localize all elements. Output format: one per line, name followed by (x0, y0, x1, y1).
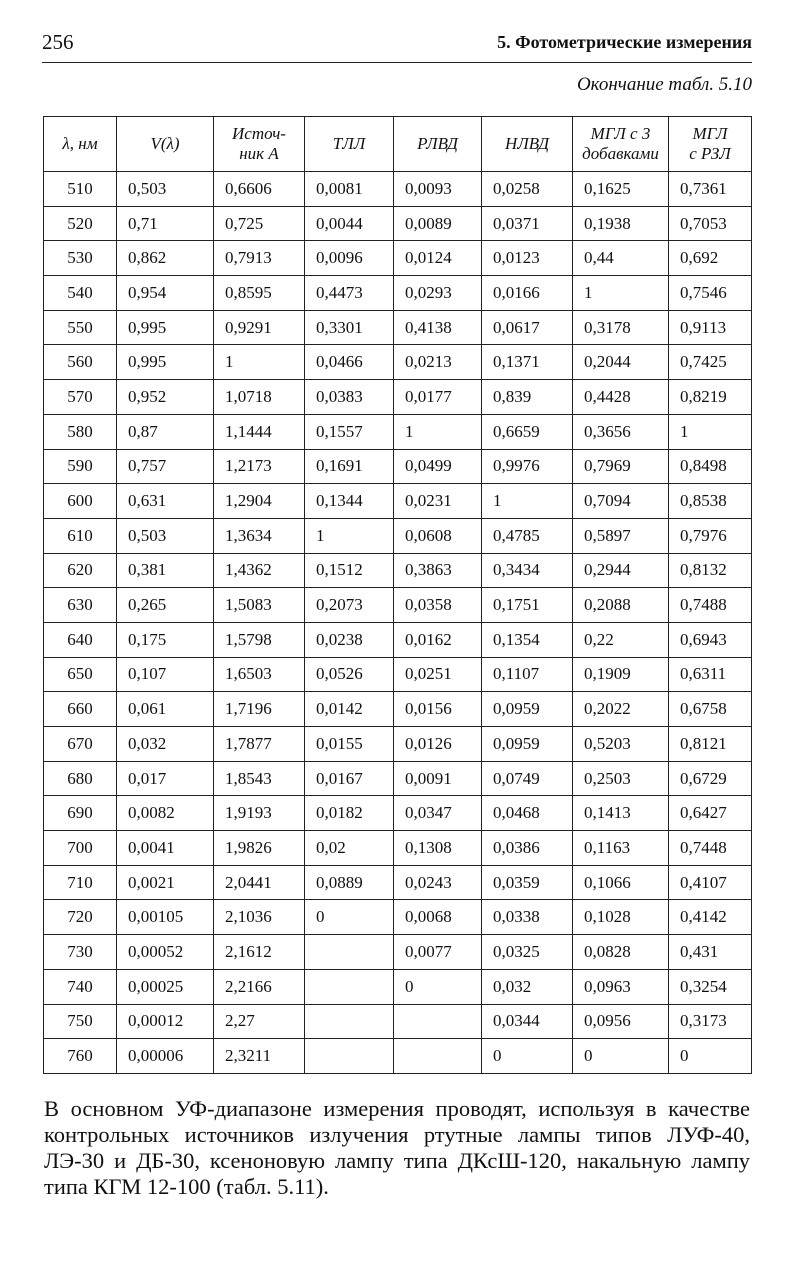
table-cell: 0,0167 (305, 761, 394, 796)
column-header: ТЛЛ (305, 117, 394, 172)
table-cell: 620 (44, 553, 117, 588)
table-cell: 0,6943 (669, 622, 752, 657)
table-cell: 0,0142 (305, 692, 394, 727)
table-cell: 0,0231 (394, 484, 482, 519)
table-cell: 0,0617 (482, 310, 573, 345)
table-cell: 570 (44, 380, 117, 415)
table-cell: 2,27 (214, 1004, 305, 1039)
table-cell: 0,2503 (573, 761, 669, 796)
table-cell: 0,44 (573, 241, 669, 276)
table-cell: 0,503 (117, 172, 214, 207)
table-cell: 1,2173 (214, 449, 305, 484)
table-cell: 0,00006 (117, 1039, 214, 1074)
table-cell: 0,3301 (305, 310, 394, 345)
table-cell: 0,0956 (573, 1004, 669, 1039)
table-cell: 0,5203 (573, 727, 669, 762)
table-cell: 610 (44, 518, 117, 553)
table-cell: 1 (214, 345, 305, 380)
table-cell: 0,0608 (394, 518, 482, 553)
table-row (44, 692, 752, 727)
table-cell: 1,9826 (214, 831, 305, 866)
table-cell (305, 1039, 394, 1074)
table-cell: 0,2044 (573, 345, 669, 380)
table-row (44, 657, 752, 692)
table-cell: 0,4473 (305, 276, 394, 311)
table-cell: 0,0959 (482, 692, 573, 727)
table-cell: 0,0344 (482, 1004, 573, 1039)
table-cell: 0,431 (669, 935, 752, 970)
table-cell: 0,1909 (573, 657, 669, 692)
table-cell: 0,0077 (394, 935, 482, 970)
table-cell: 0,7094 (573, 484, 669, 519)
running-header: 5. Фотометрические измерения (497, 32, 752, 52)
table-cell: 0,71 (117, 206, 214, 241)
table-cell: 0,0959 (482, 727, 573, 762)
table-cell: 1 (305, 518, 394, 553)
table-cell: 0,952 (117, 380, 214, 415)
table-cell: 0,503 (117, 518, 214, 553)
table-cell: 0,107 (117, 657, 214, 692)
table-cell: 0,4428 (573, 380, 669, 415)
table-cell: 0,1371 (482, 345, 573, 380)
table-cell: 0,0251 (394, 657, 482, 692)
table-cell: 730 (44, 935, 117, 970)
table-cell: 0,7448 (669, 831, 752, 866)
table-cell: 0 (394, 969, 482, 1004)
table-cell: 630 (44, 588, 117, 623)
table-cell: 1 (573, 276, 669, 311)
table-row (44, 484, 752, 519)
table-cell: 0,0182 (305, 796, 394, 831)
table-cell: 0,0124 (394, 241, 482, 276)
table-cell: 530 (44, 241, 117, 276)
table-cell (305, 935, 394, 970)
table-cell (394, 1039, 482, 1074)
table-row (44, 588, 752, 623)
table-cell: 0,0325 (482, 935, 573, 970)
table-caption: Окончание табл. 5.10 (576, 74, 752, 95)
table-cell: 0,2022 (573, 692, 669, 727)
table-cell: 0,0526 (305, 657, 394, 692)
table-cell: 0,9976 (482, 449, 573, 484)
table-cell: 0,1557 (305, 414, 394, 449)
table-row (44, 1039, 752, 1074)
table-cell: 1,9193 (214, 796, 305, 831)
table-cell: 0,4138 (394, 310, 482, 345)
table-cell: 1 (669, 414, 752, 449)
table-cell: 0,1308 (394, 831, 482, 866)
table-cell: 0,9113 (669, 310, 752, 345)
table-cell: 540 (44, 276, 117, 311)
table-cell: 0,7488 (669, 588, 752, 623)
table-cell: 0,87 (117, 414, 214, 449)
table-cell: 0,02 (305, 831, 394, 866)
table-row (44, 969, 752, 1004)
table-row (44, 761, 752, 796)
table-cell: 1,7196 (214, 692, 305, 727)
table-cell: 0,862 (117, 241, 214, 276)
table-cell: 660 (44, 692, 117, 727)
table-cell: 0,0293 (394, 276, 482, 311)
table-cell: 2,0441 (214, 865, 305, 900)
table-cell: 560 (44, 345, 117, 380)
table-cell: 0,0499 (394, 449, 482, 484)
table-cell: 0,954 (117, 276, 214, 311)
table-row (44, 727, 752, 762)
header-rule (42, 62, 752, 63)
table-row (44, 276, 752, 311)
table-cell: 0,1413 (573, 796, 669, 831)
table-row (44, 622, 752, 657)
table-cell: 0,0162 (394, 622, 482, 657)
table-cell: 600 (44, 484, 117, 519)
table-cell (305, 1004, 394, 1039)
column-header: V(λ) (117, 117, 214, 172)
column-header: МГЛ с РЗЛ (669, 117, 752, 172)
table-row (44, 935, 752, 970)
table-row (44, 310, 752, 345)
table-cell: 700 (44, 831, 117, 866)
column-header: λ, нм (44, 117, 117, 172)
table-cell: 510 (44, 172, 117, 207)
table-cell: 2,1036 (214, 900, 305, 935)
table-cell: 0,0243 (394, 865, 482, 900)
table-cell: 0,6758 (669, 692, 752, 727)
table-cell: 0,6427 (669, 796, 752, 831)
table-cell: 0,1107 (482, 657, 573, 692)
table-cell: 0,0213 (394, 345, 482, 380)
table-cell: 0,0081 (305, 172, 394, 207)
table-cell: 0,8219 (669, 380, 752, 415)
table-cell: 0,7546 (669, 276, 752, 311)
table-cell: 0,381 (117, 553, 214, 588)
table-cell: 740 (44, 969, 117, 1004)
table-cell: 0,0044 (305, 206, 394, 241)
table-cell: 1,5798 (214, 622, 305, 657)
table-cell: 0,6729 (669, 761, 752, 796)
table-cell: 0,8121 (669, 727, 752, 762)
table-cell: 0 (305, 900, 394, 935)
table-row (44, 241, 752, 276)
table-cell: 0,1354 (482, 622, 573, 657)
table-cell: 0,3254 (669, 969, 752, 1004)
table-cell: 0,692 (669, 241, 752, 276)
table-cell: 0,1028 (573, 900, 669, 935)
table-cell: 0,00012 (117, 1004, 214, 1039)
table-cell (394, 1004, 482, 1039)
table-cell: 0,6606 (214, 172, 305, 207)
table-row (44, 345, 752, 380)
table-cell: 0,7361 (669, 172, 752, 207)
table-cell: 0,0749 (482, 761, 573, 796)
table-cell: 0,1751 (482, 588, 573, 623)
table-cell: 0,3178 (573, 310, 669, 345)
column-header: Источ- ник А (214, 117, 305, 172)
table-cell: 0,4785 (482, 518, 573, 553)
table-cell: 640 (44, 622, 117, 657)
table-cell: 0,0889 (305, 865, 394, 900)
column-header: МГЛ с 3 добавками (573, 117, 669, 172)
table-cell: 1,7877 (214, 727, 305, 762)
table-cell: 1,4362 (214, 553, 305, 588)
table-row (44, 1004, 752, 1039)
table-cell: 580 (44, 414, 117, 449)
table-row (44, 206, 752, 241)
table-cell: 0,7053 (669, 206, 752, 241)
table-cell: 0,5897 (573, 518, 669, 553)
page-number: 256 (42, 30, 74, 54)
table-cell: 0,0177 (394, 380, 482, 415)
table-cell: 0,2944 (573, 553, 669, 588)
table-cell: 0,3863 (394, 553, 482, 588)
table-cell: 0,1625 (573, 172, 669, 207)
table-cell: 760 (44, 1039, 117, 1074)
table-cell: 0,9291 (214, 310, 305, 345)
table-cell: 0,0338 (482, 900, 573, 935)
table-cell: 0,0358 (394, 588, 482, 623)
table-row (44, 172, 752, 207)
table-cell: 0,0258 (482, 172, 573, 207)
table-cell: 650 (44, 657, 117, 692)
table-cell: 0 (482, 1039, 573, 1074)
table-cell: 0,0166 (482, 276, 573, 311)
table-cell: 0,3173 (669, 1004, 752, 1039)
table-cell: 0,995 (117, 345, 214, 380)
table-cell: 0,0359 (482, 865, 573, 900)
table-cell: 0,631 (117, 484, 214, 519)
table-cell: 670 (44, 727, 117, 762)
table-cell: 1,3634 (214, 518, 305, 553)
table-row (44, 553, 752, 588)
table-cell: 2,3211 (214, 1039, 305, 1074)
table-cell: 0,0068 (394, 900, 482, 935)
table-cell: 0,0093 (394, 172, 482, 207)
spectral-data-table (43, 116, 752, 1074)
table-cell: 0,0155 (305, 727, 394, 762)
table-cell: 1,1444 (214, 414, 305, 449)
table-cell: 0,7913 (214, 241, 305, 276)
table-cell: 0,0386 (482, 831, 573, 866)
table-cell: 0,1163 (573, 831, 669, 866)
table-row (44, 865, 752, 900)
table-cell: 0,00052 (117, 935, 214, 970)
table-row (44, 380, 752, 415)
table-cell: 0,0082 (117, 796, 214, 831)
table-cell: 0,4142 (669, 900, 752, 935)
table-cell: 590 (44, 449, 117, 484)
table-cell: 0,6311 (669, 657, 752, 692)
table-cell: 0,0468 (482, 796, 573, 831)
table-cell: 0,995 (117, 310, 214, 345)
table-row (44, 900, 752, 935)
table-row (44, 518, 752, 553)
table-cell: 0,839 (482, 380, 573, 415)
table-cell: 0 (669, 1039, 752, 1074)
table-cell: 0,8132 (669, 553, 752, 588)
table-cell: 1,6503 (214, 657, 305, 692)
table-cell: 680 (44, 761, 117, 796)
table-cell: 0,032 (482, 969, 573, 1004)
table-cell: 1,0718 (214, 380, 305, 415)
table-cell: 0,00025 (117, 969, 214, 1004)
table-cell: 0,0347 (394, 796, 482, 831)
table-cell (305, 969, 394, 1004)
table-cell: 690 (44, 796, 117, 831)
table-cell: 0,0126 (394, 727, 482, 762)
table-cell: 0,0091 (394, 761, 482, 796)
table-cell: 0,032 (117, 727, 214, 762)
table-cell: 0,2073 (305, 588, 394, 623)
table-cell: 1,8543 (214, 761, 305, 796)
table-cell: 0,0238 (305, 622, 394, 657)
table-row (44, 449, 752, 484)
table-cell: 0,00105 (117, 900, 214, 935)
table-cell: 1 (394, 414, 482, 449)
table-cell: 1 (482, 484, 573, 519)
table-cell: 0,0371 (482, 206, 573, 241)
table-cell: 0,8538 (669, 484, 752, 519)
table-cell: 1,5083 (214, 588, 305, 623)
table-header-row (44, 117, 752, 172)
table-cell: 0 (573, 1039, 669, 1074)
table-cell: 0,2088 (573, 588, 669, 623)
table-cell: 0,3434 (482, 553, 573, 588)
column-header: НЛВД (482, 117, 573, 172)
table-cell: 0,1691 (305, 449, 394, 484)
table-cell: 1,2904 (214, 484, 305, 519)
table-cell: 0,1066 (573, 865, 669, 900)
table-cell: 0,0089 (394, 206, 482, 241)
table-cell: 2,1612 (214, 935, 305, 970)
table-cell: 0,0466 (305, 345, 394, 380)
table-cell: 0,0963 (573, 969, 669, 1004)
table-cell: 0,725 (214, 206, 305, 241)
table-cell: 0,8498 (669, 449, 752, 484)
table-cell: 0,265 (117, 588, 214, 623)
table-cell: 0,8595 (214, 276, 305, 311)
table-row (44, 414, 752, 449)
table-cell: 0,1938 (573, 206, 669, 241)
table-cell: 0,7976 (669, 518, 752, 553)
table-cell: 520 (44, 206, 117, 241)
table-cell: 0,3656 (573, 414, 669, 449)
table-cell: 0,6659 (482, 414, 573, 449)
table-cell: 0,175 (117, 622, 214, 657)
table-cell: 0,0828 (573, 935, 669, 970)
table-cell: 0,061 (117, 692, 214, 727)
table-cell: 0,1344 (305, 484, 394, 519)
table-cell: 0,7425 (669, 345, 752, 380)
table-cell: 0,017 (117, 761, 214, 796)
table-row (44, 796, 752, 831)
table-cell: 0,0383 (305, 380, 394, 415)
table-row (44, 831, 752, 866)
table-cell: 0,0123 (482, 241, 573, 276)
table-cell: 750 (44, 1004, 117, 1039)
table-cell: 550 (44, 310, 117, 345)
table-cell: 0,0096 (305, 241, 394, 276)
body-paragraph: В основном УФ-диапазоне измерения проводят, используя в качестве контрольных источников излучения ртутные лампы типов ЛУФ-40, ЛЭ-30 и ДБ-30, ксеноновую лампу типа ДКсШ-120, накальную лампу типа КГМ 12-100 (табл. 5.11). (44, 1096, 750, 1199)
table-cell: 2,2166 (214, 969, 305, 1004)
table-cell: 0,22 (573, 622, 669, 657)
table-cell: 0,1512 (305, 553, 394, 588)
table-cell: 710 (44, 865, 117, 900)
table-cell: 0,7969 (573, 449, 669, 484)
table-cell: 720 (44, 900, 117, 935)
table-cell: 0,4107 (669, 865, 752, 900)
table-cell: 0,0156 (394, 692, 482, 727)
column-header: РЛВД (394, 117, 482, 172)
table-cell: 0,757 (117, 449, 214, 484)
table-cell: 0,0041 (117, 831, 214, 866)
table-cell: 0,0021 (117, 865, 214, 900)
